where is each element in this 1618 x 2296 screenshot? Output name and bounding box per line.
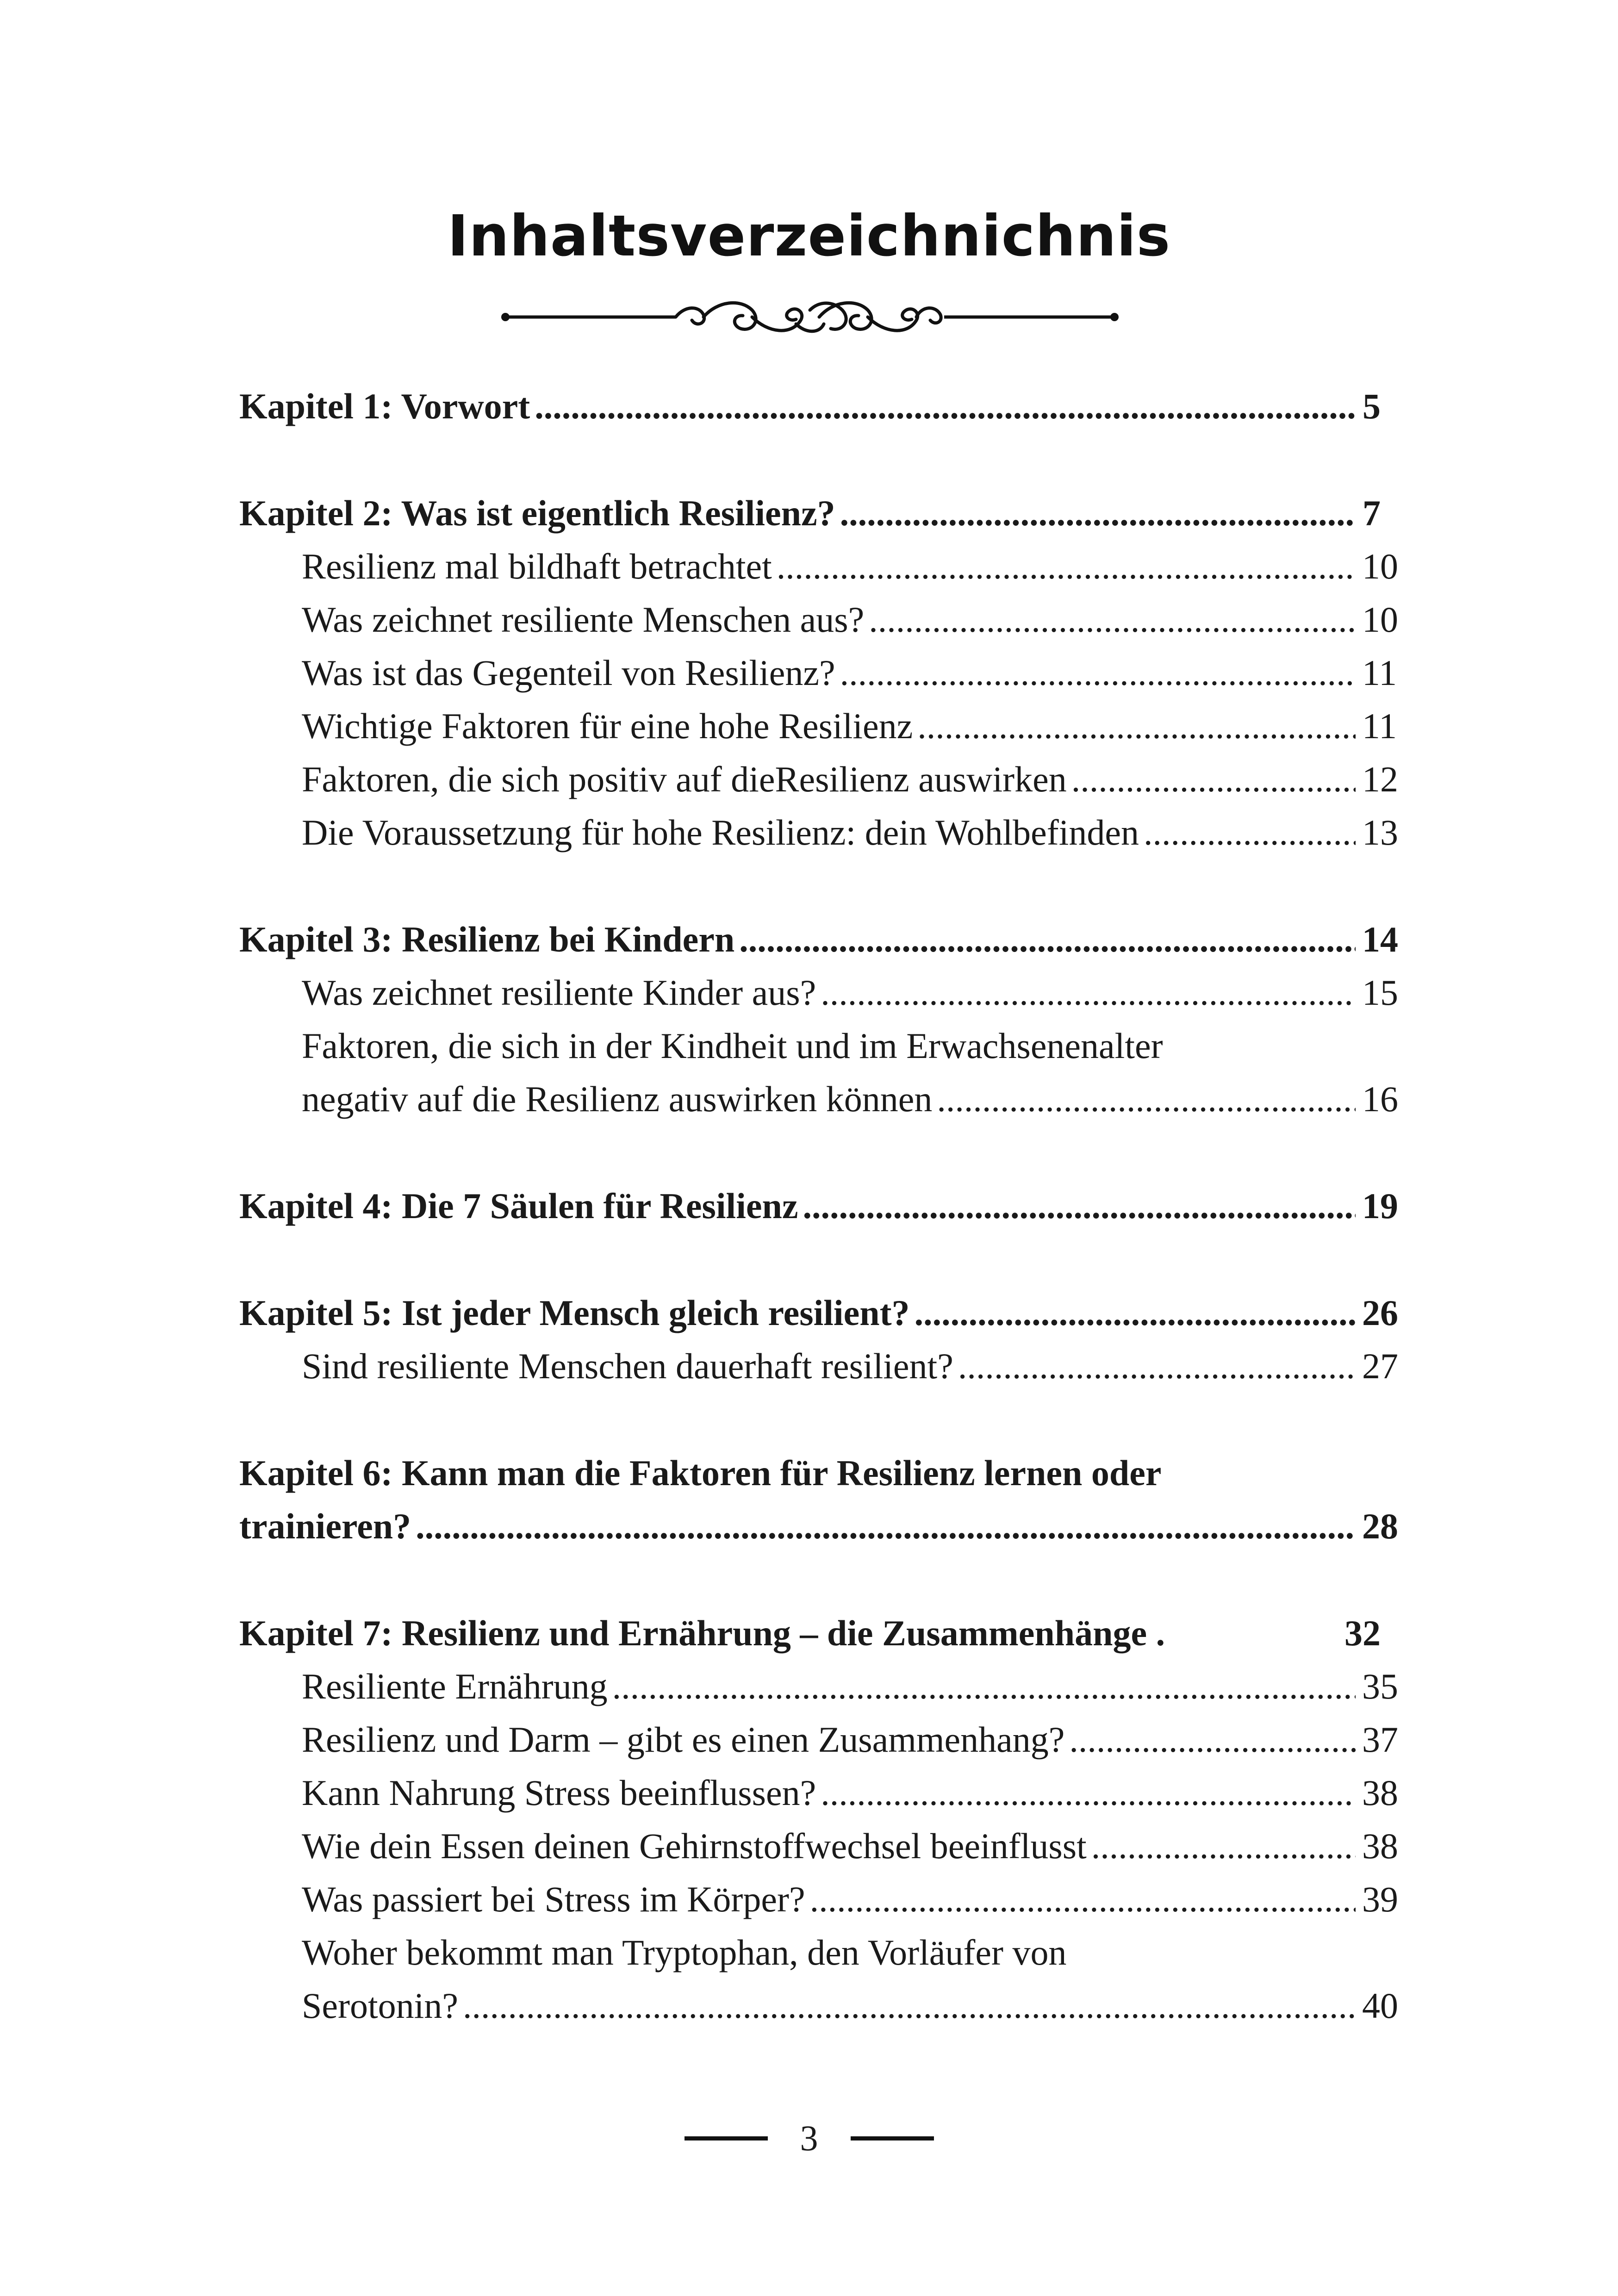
section-page-number: 11 [1362, 706, 1397, 746]
toc-section-entry[interactable] [302, 1926, 1398, 2032]
toc-section-entry[interactable] [302, 1019, 1398, 1126]
toc-chapter [239, 1286, 1398, 1393]
chapter-page-number: 5 [1363, 386, 1381, 426]
section-page-number: 39 [1362, 1879, 1398, 1919]
page-title: Inhaltsverzeichnichnis [447, 203, 1171, 269]
dot-leader [937, 1072, 1356, 1126]
section-title: Wichtige Faktoren für eine hohe Resilienz [302, 706, 913, 746]
chapter-page-number: 14 [1362, 919, 1398, 959]
section-title: Resilienz mal bildhaft betrachtet [302, 546, 772, 586]
section-title: Resilienz und Darm – gibt es einen Zusammenhang? [302, 1719, 1065, 1760]
toc-chapter [239, 486, 1398, 859]
toc-section-entry[interactable] [302, 540, 1398, 593]
toc-chapter-entry[interactable] [239, 1446, 1398, 1553]
dot-leader [463, 1979, 1356, 2032]
toc-section-entry[interactable] [302, 966, 1398, 1019]
chapter-page-number: 26 [1362, 1293, 1398, 1333]
chapter-page-number: 7 [1363, 493, 1381, 533]
toc-section-entry[interactable] [302, 1713, 1398, 1766]
toc-section-entry[interactable] [302, 753, 1398, 806]
chapter-title: Kapitel 7: Resilienz und Ernährung – die Zusammenhänge . [239, 1613, 1165, 1653]
chapter-title: Kapitel 3: Resilienz bei Kindern [239, 919, 735, 959]
section-title: Resiliente Ernährung [302, 1666, 608, 1706]
dot-leader [810, 1873, 1356, 1926]
footer-rule-left [685, 2136, 768, 2140]
section-title: Die Voraussetzung für hohe Resilienz: dein Wohlbefinden [302, 812, 1139, 852]
toc-chapter-entry[interactable] [239, 913, 1398, 966]
chapter-title-line-2: trainieren? [239, 1506, 411, 1546]
section-title-line-2: Serotonin? [302, 1985, 458, 2026]
section-page-number: 11 [1362, 653, 1397, 693]
toc-chapter-entry[interactable] [239, 1606, 1381, 1660]
section-title-line-1: Woher bekommt man Tryptophan, den Vorläufer von [302, 1932, 1067, 1972]
section-page-number: 40 [1362, 1985, 1398, 2026]
section-title: Was zeichnet resiliente Kinder aus? [302, 972, 816, 1013]
section-page-number: 13 [1362, 812, 1398, 852]
table-of-contents [239, 380, 1398, 2032]
section-title-line-2: negativ auf die Resilienz auswirken können [302, 1079, 933, 1119]
chapter-title: Kapitel 4: Die 7 Säulen für Resilienz [239, 1186, 798, 1226]
toc-chapter [239, 913, 1398, 1126]
scroll-flourish-divider-icon [500, 292, 1120, 342]
section-title: Kann Nahrung Stress beeinflussen? [302, 1773, 816, 1813]
dot-leader [1091, 1819, 1356, 1873]
dot-leader [416, 1500, 1356, 1553]
toc-section-entry[interactable] [302, 1660, 1398, 1713]
dot-leader [821, 966, 1356, 1019]
chapter-title-line-1: Kapitel 6: Kann man die Faktoren für Resilienz lernen oder [239, 1453, 1162, 1493]
section-page-number: 35 [1362, 1666, 1398, 1706]
toc-section-entry[interactable] [302, 1766, 1398, 1819]
section-title: Was passiert bei Stress im Körper? [302, 1879, 805, 1919]
section-title: Faktoren, die sich positiv auf dieResilienz auswirken [302, 759, 1067, 799]
section-page-number: 38 [1362, 1826, 1398, 1866]
dot-leader [739, 913, 1356, 966]
dot-leader [612, 1660, 1356, 1713]
chapter-page-number: 32 [1344, 1613, 1381, 1653]
toc-chapter [239, 380, 1381, 433]
toc-section-entry[interactable] [302, 699, 1397, 753]
dot-leader [535, 380, 1356, 433]
section-title: Wie dein Essen deinen Gehirnstoffwechsel beeinflusst [302, 1826, 1087, 1866]
dot-leader [803, 1179, 1356, 1232]
toc-chapter-entry[interactable] [239, 486, 1381, 540]
section-title: Was zeichnet resiliente Menschen aus? [302, 599, 865, 640]
page-footer [0, 2110, 1618, 2166]
dot-leader [777, 540, 1356, 593]
toc-section-entry[interactable] [302, 1819, 1398, 1873]
section-title: Was ist das Gegenteil von Resilienz? [302, 653, 835, 693]
dot-leader [840, 486, 1356, 540]
toc-chapter [239, 1606, 1398, 2032]
toc-chapter-entry[interactable] [239, 1179, 1398, 1232]
page-number: 3 [800, 2118, 818, 2158]
dot-leader [840, 646, 1356, 699]
section-page-number: 10 [1362, 546, 1398, 586]
chapter-title: Kapitel 5: Ist jeder Mensch gleich resilient? [239, 1293, 910, 1333]
chapter-title: Kapitel 1: Vorwort [239, 386, 530, 426]
toc-section-entry[interactable] [302, 1873, 1398, 1926]
section-page-number: 10 [1362, 599, 1398, 640]
toc-section-entry[interactable] [302, 593, 1398, 646]
dot-leader [915, 1286, 1356, 1339]
toc-section-entry[interactable] [302, 806, 1398, 859]
chapter-page-number: 19 [1362, 1186, 1398, 1226]
section-page-number: 38 [1362, 1773, 1398, 1813]
dot-leader [1069, 1713, 1356, 1766]
toc-chapter [239, 1446, 1398, 1553]
section-page-number: 37 [1362, 1719, 1398, 1760]
section-page-number: 12 [1362, 759, 1398, 799]
toc-section-entry[interactable] [302, 1339, 1398, 1393]
dot-leader [917, 699, 1356, 753]
dot-leader [821, 1766, 1356, 1819]
section-title-line-1: Faktoren, die sich in der Kindheit und im Erwachsenenalter [302, 1026, 1163, 1066]
toc-chapter-entry[interactable] [239, 1286, 1398, 1339]
footer-rule-right [851, 2136, 934, 2140]
dot-leader [869, 593, 1356, 646]
toc-chapter-entry[interactable] [239, 380, 1381, 433]
dot-leader [958, 1339, 1356, 1393]
section-page-number: 15 [1362, 972, 1398, 1013]
chapter-page-number: 28 [1362, 1506, 1398, 1546]
chapter-title: Kapitel 2: Was ist eigentlich Resilienz? [239, 493, 835, 533]
section-page-number: 16 [1362, 1079, 1398, 1119]
section-title: Sind resiliente Menschen dauerhaft resilient? [302, 1346, 953, 1386]
section-page-number: 27 [1362, 1346, 1398, 1386]
toc-chapter [239, 1179, 1398, 1232]
dot-leader [1071, 753, 1356, 806]
dot-leader [1144, 806, 1356, 859]
toc-section-entry[interactable] [302, 646, 1397, 699]
